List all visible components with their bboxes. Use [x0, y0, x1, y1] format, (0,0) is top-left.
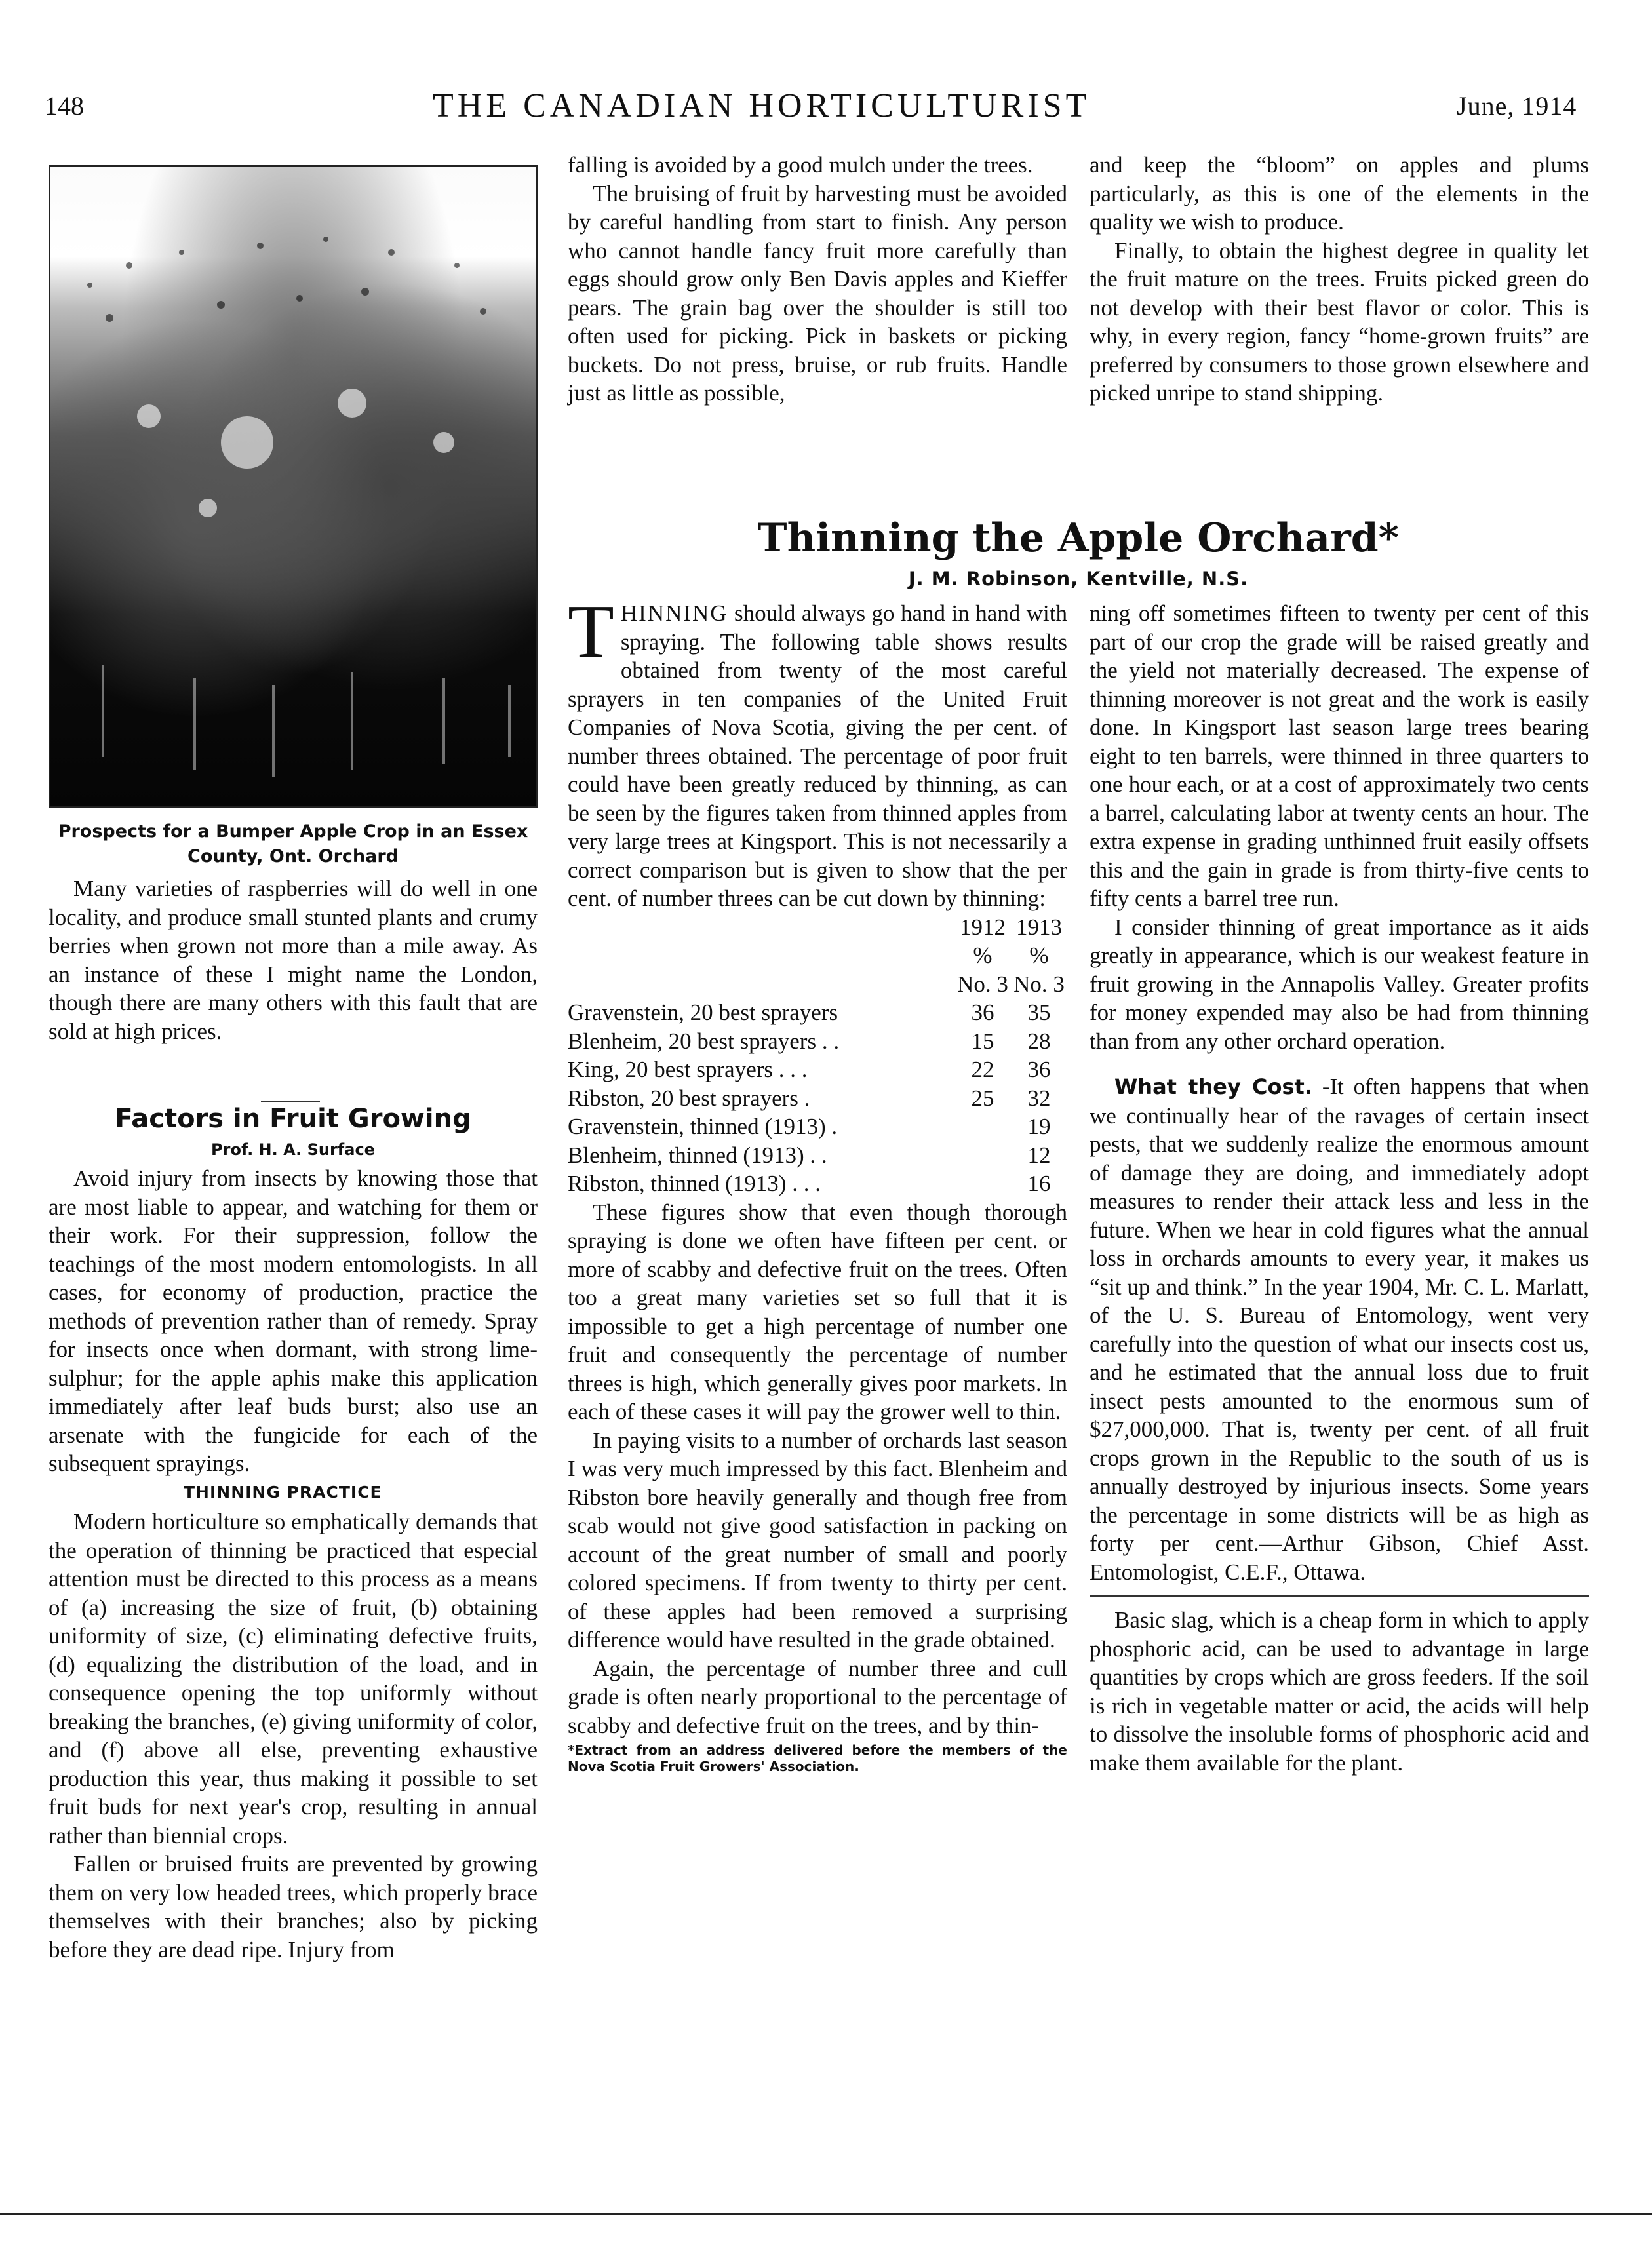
cell-1913: 19	[1027, 1114, 1051, 1139]
article-column-2	[568, 590, 1067, 1775]
no3-percentage-table	[568, 913, 1067, 1198]
table-header-cell: %	[973, 943, 993, 968]
cell-1913: 16	[1027, 1171, 1051, 1196]
lead-caps: HINNING	[620, 600, 728, 626]
drop-cap: T	[568, 590, 614, 674]
paragraph: Again, the percentage of number three and cull grade is often nearly proportional to the percentage of scabby and defective fruit on the trees, and by thin-	[568, 1655, 1067, 1738]
factors-author: Prof. H. A. Surface	[211, 1141, 375, 1159]
row-label: Blenheim, 20 best sprayers . .	[568, 1028, 840, 1054]
paragraph: Avoid injury from insects by knowing those that are most liable to appear, and watching for them or their work. For their suppression, follow the teachings of the most modern entomologists. In all cases, for economy of production, practice the methods of prevention rather than of remedy. Spray for insects once when dormant, with strong lime-sulphur; for the apple aphis make this application immediately after leaf buds burst; also use an arsenate with the fungicide for each of the subsequent sprayings.	[49, 1165, 538, 1476]
table-row	[568, 1027, 1067, 1056]
column-3-top	[1090, 151, 1589, 408]
table-row	[568, 1141, 1067, 1170]
table-header-cell: 1913	[1016, 914, 1062, 940]
table-header-cell: %	[1029, 943, 1049, 968]
cell-1913: 28	[1027, 1028, 1051, 1054]
table-header-row	[568, 913, 1067, 942]
table-row	[568, 1112, 1067, 1141]
photo-caption: Prospects for a Bumper Apple Crop in an Essex County, Ont. Orchard	[58, 821, 528, 867]
table-header-cell: No. 3	[1013, 971, 1065, 997]
magazine-title: THE CANADIAN HORTICULTURIST	[433, 87, 1091, 125]
table-row	[568, 998, 1067, 1027]
bottom-rule	[0, 2213, 1652, 2215]
what-they-cost-paragraph	[1090, 1072, 1589, 1586]
paragraph: falling is avoided by a good mulch under the trees.	[568, 152, 1033, 178]
what-they-cost-body: -It often happens that when we continually hear of the ravages of certain insect pests, that we suddenly realize the enormous amount of damage they are doing, and immediately adopt measures to render their attack less and less in the future. When we hear in cold figures what the annual loss in orchards amounts to every year, it makes us “sit up and think.” In the year 1904, Mr. C. L. Marlatt, of the U. S. Bureau of Entomology, went very carefully into the question of what our insects cost us, and he estimated that the annual loss due to fruit insect pests amounted to the enormous sum of $27,000,000. That is, twenty per cent. of all fruit crops grown in the Republic to the south of us is annually destroyed by injurious insects. Some years the percentage in some districts will be as high as forty per cent.—Arthur Gibson, Chief Asst. Entomologist, C.E.F., Ottawa.	[1090, 1074, 1590, 1585]
divider	[1090, 1595, 1589, 1597]
cell-1913: 12	[1027, 1142, 1051, 1168]
cell-1913: 36	[1027, 1057, 1051, 1082]
cell-1912	[954, 1112, 1011, 1141]
basic-slag-paragraph: Basic slag, which is a cheap form in which to apply phosphoric acid, can be used to advantage in large quantities by crops which are gross feeders. If the soil is rich in vegetable matter or acid, the acids will help to dissolve the insoluble forms of phosphoric acid and make them available for the plant.	[1090, 1607, 1589, 1776]
row-label: Gravenstein, 20 best sprayers	[568, 1000, 838, 1025]
issue-date: June, 1914	[1457, 91, 1577, 121]
column-1	[49, 874, 538, 1045]
cell-1913: 35	[1027, 1000, 1051, 1025]
table-row	[568, 1055, 1067, 1084]
cell-1912: 22	[971, 1057, 994, 1082]
divider	[261, 1101, 320, 1102]
column-1-body	[49, 1164, 538, 1964]
article-title: Thinning the Apple Orchard*	[757, 515, 1400, 561]
table-header-cell: No. 3	[957, 971, 1008, 997]
article-column-3	[1090, 599, 1589, 1777]
cell-1912	[954, 1169, 1011, 1198]
table-row	[568, 1169, 1067, 1198]
table-header-cell: 1912	[960, 914, 1006, 940]
orchard-photo	[49, 165, 538, 808]
cell-1912: 15	[971, 1028, 994, 1054]
paragraph: ning off sometimes fifteen to twenty per cent of this part of our crop the grade will be raised greatly and the yield not materially decreased. The expense of thinning moreover is not great and the work is easily done. In Kingsport last season large trees bearing eight to ten barrels, were thinned in three quarters to one hour each, or at a cost of approximately two cents a barrel, calculating labor at twenty cents an hour. The extra expense in grading unthinned fruit easily offsets this and the gain in grade is from thirty-five cents to fifty cents a barrel tree run.	[1090, 600, 1589, 911]
lead-text: should always go hand in hand with spraying. The following table shows results obtained from twenty of the most careful sprayers in ten companies of the United Fruit Companies of Nova Scotia, giving the per cent. of number threes obtained. The percentage of poor fruit could have been greatly reduced by thinning, as can be seen by the figures taken from thinned apples from very large trees at Kingsport. This is not necessarily a correct comparison but is given to show that the per cent. of number threes can be cut down by thinning:	[568, 600, 1067, 911]
paragraph: These figures show that even though thorough spraying is done we often have fifteen per cent. or more of scabby and defective fruit on the trees. Often too a great many varieties set so full that it is impossible to get a high percentage of number one fruit and consequently the percentage of number threes is high, which generally gives poor markets. In each of these cases it will pay the grower well to thin.	[568, 1199, 1067, 1424]
factors-heading: Factors in Fruit Growing	[115, 1104, 471, 1134]
lead-paragraph	[568, 590, 1067, 913]
cell-1912: 36	[971, 1000, 994, 1025]
orchard-photo-texture	[50, 167, 538, 808]
cell-1912	[954, 1141, 1011, 1170]
thinning-practice-subhead: THINNING PRACTICE	[184, 1482, 382, 1502]
table-header-row	[568, 970, 1067, 999]
what-they-cost-heading: What they Cost.	[1114, 1074, 1312, 1099]
row-label: King, 20 best sprayers . . .	[568, 1057, 808, 1082]
article-author: J. M. Robinson, Kentville, N.S.	[908, 568, 1249, 590]
paragraph: The bruising of fruit by harvesting must be avoided by careful handling from start to finish. Any person who cannot handle fancy fruit more carefully than eggs should grow only Ben Davis apples and Kieffer pears. The grain bag over the shoulder is still too often used for picking. Pick in baskets or picking buckets. Do not press, bruise, or rub fruits. Handle just as little as possible,	[568, 180, 1067, 406]
row-label: Ribston, 20 best sprayers .	[568, 1085, 810, 1111]
footnote: *Extract from an address delivered before the members of the Nova Scotia Fruit Growers' Association.	[568, 1742, 1067, 1774]
column-2-top	[568, 151, 1067, 408]
paragraph: I consider thinning of great importance as it aids greatly in appearance, which is our weakest feature in fruit growing in the Annapolis Valley. Greater profits for money expended may also be had from thinning than from any other orchard operation.	[1090, 914, 1589, 1054]
row-label: Blenheim, thinned (1913) . .	[568, 1142, 827, 1168]
table-row	[568, 1084, 1067, 1113]
paragraph: Fallen or bruised fruits are prevented by growing them on very low headed trees, which properly brace themselves with their branches; also by picking before they are dead ripe. Injury from	[49, 1851, 538, 1962]
paragraph: and keep the “bloom” on apples and plums particularly, as this is one of the elements in the quality we wish to produce.	[1090, 152, 1589, 235]
paragraph: Many varieties of raspberries will do well in one locality, and produce small stunted plants and crumy berries when grown not more than a mile away. As an instance of these I might name the London, though there are many others with this fault that are sold at high prices.	[49, 876, 538, 1044]
paragraph: Finally, to obtain the highest degree in quality let the fruit mature on the trees. Fruits picked green do not develop with their best flavor or color. This is why, in every region, fancy “home-grown fruits” are preferred by consumers to those grown elsewhere and picked unripe to stand shipping.	[1090, 237, 1589, 406]
row-label: Ribston, thinned (1913) . . .	[568, 1171, 821, 1196]
paragraph: Modern horticulture so emphatically demands that the operation of thinning be practiced that especial attention must be directed to this process as a means of (a) increasing the size of fruit, (b) obtaining uniformity of size, (c) eliminating defective fruits, (d) equalizing the distribution of the load, and in consequence opening the top uniformly without breaking the branches, (e) giving uniformity of color, and (f) above all else, preventing exhaustive production this year, thus making it possible to set fruit buds for next year's crop, resulting in annual rather than biennial crops.	[49, 1509, 538, 1848]
paragraph: In paying visits to a number of orchards last season I was very much impressed by this fact. Blenheim and Ribston bore heavily generally and though free from scab would not give good satisfaction in packing on account of the great number of small and poorly colored specimens. If from twenty to thirty per cent. of these apples had been removed a surprising difference would have resulted in the grade obtained.	[568, 1427, 1067, 1652]
cell-1912: 25	[971, 1085, 994, 1111]
table-header-row	[568, 941, 1067, 970]
page-number: 148	[45, 91, 84, 121]
cell-1913: 32	[1027, 1085, 1051, 1111]
row-label: Gravenstein, thinned (1913) .	[568, 1114, 838, 1139]
